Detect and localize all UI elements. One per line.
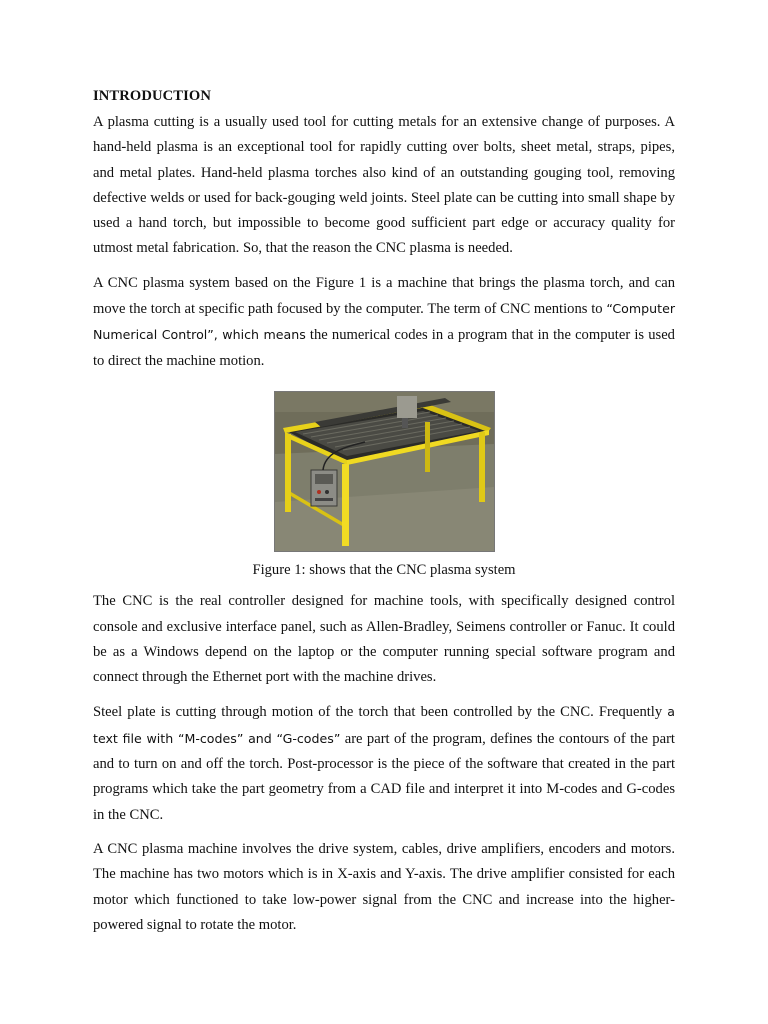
p2-after: the numerical codes in a program that in the computer is used to direct the machine motion. bbox=[93, 327, 675, 369]
section-heading: INTRODUCTION bbox=[93, 88, 211, 104]
paragraph-steel-plate bbox=[93, 699, 675, 827]
p4-before: Steel plate is cutting through motion of the torch that been controlled by the CNC. Frequently bbox=[93, 704, 668, 721]
p2-quoted-term: “Computer Numerical Control”, which means bbox=[93, 301, 675, 343]
document-page bbox=[93, 86, 675, 947]
figure-1 bbox=[93, 391, 675, 583]
figure-caption: Figure 1: shows that the CNC plasma system bbox=[252, 561, 516, 578]
cnc-plasma-machine-photo bbox=[274, 391, 495, 552]
cnc-plasma-machine-illustration bbox=[275, 392, 494, 551]
paragraph-cnc-controller: The CNC is the real controller designed for machine tools, with specifically designed control console and exclusive interface panel, such as Allen-Bradley, Seimens controller or Fanuc. It could be as a Windows depend on the laptop or the computer running special software program and connect through the Ethernet port with the machine drives. bbox=[93, 593, 675, 686]
paragraph-cnc-system bbox=[93, 271, 675, 374]
p4-quoted-term: a text file with “M-codes” and “G-codes” bbox=[93, 704, 675, 746]
p2-before: A CNC plasma system based on the Figure 1 is a machine that brings the plasma torch, and can move the torch at specific path focused by the computer. The term of CNC mentions to bbox=[93, 274, 675, 318]
p4-after: are part of the program, defines the contours of the part and to turn on and off the torch. Post-processor is the piece of the software that created in the part programs which take the part geometry from a CAD file and interpret it into M-codes and G-codes in the CNC. bbox=[93, 730, 675, 823]
paragraph-plasma-cutting: A plasma cutting is a usually used tool for cutting metals for an extensive change of purposes. A hand-held plasma is an exceptional tool for rapidly cutting over bolts, sheet metal, straps, pipes, and metal plates. Hand-held plasma torches also kind of an outstanding gouging tool, removing defective welds or used for back-gouging weld joints. Steel plate can be cutting into small shape by used a hand torch, but impossible to become good sufficient part edge or accuracy quality for utmost metal fabrication. So, that the reason the CNC plasma is needed. bbox=[93, 114, 675, 257]
paragraph-drive-system: A CNC plasma machine involves the drive system, cables, drive amplifiers, encoders and motors. The machine has two motors which is in X-axis and Y-axis. The drive amplifier consisted for each motor which functioned to take low-power signal from the CNC and increase into the higher-powered signal to rotate the motor. bbox=[93, 840, 675, 933]
